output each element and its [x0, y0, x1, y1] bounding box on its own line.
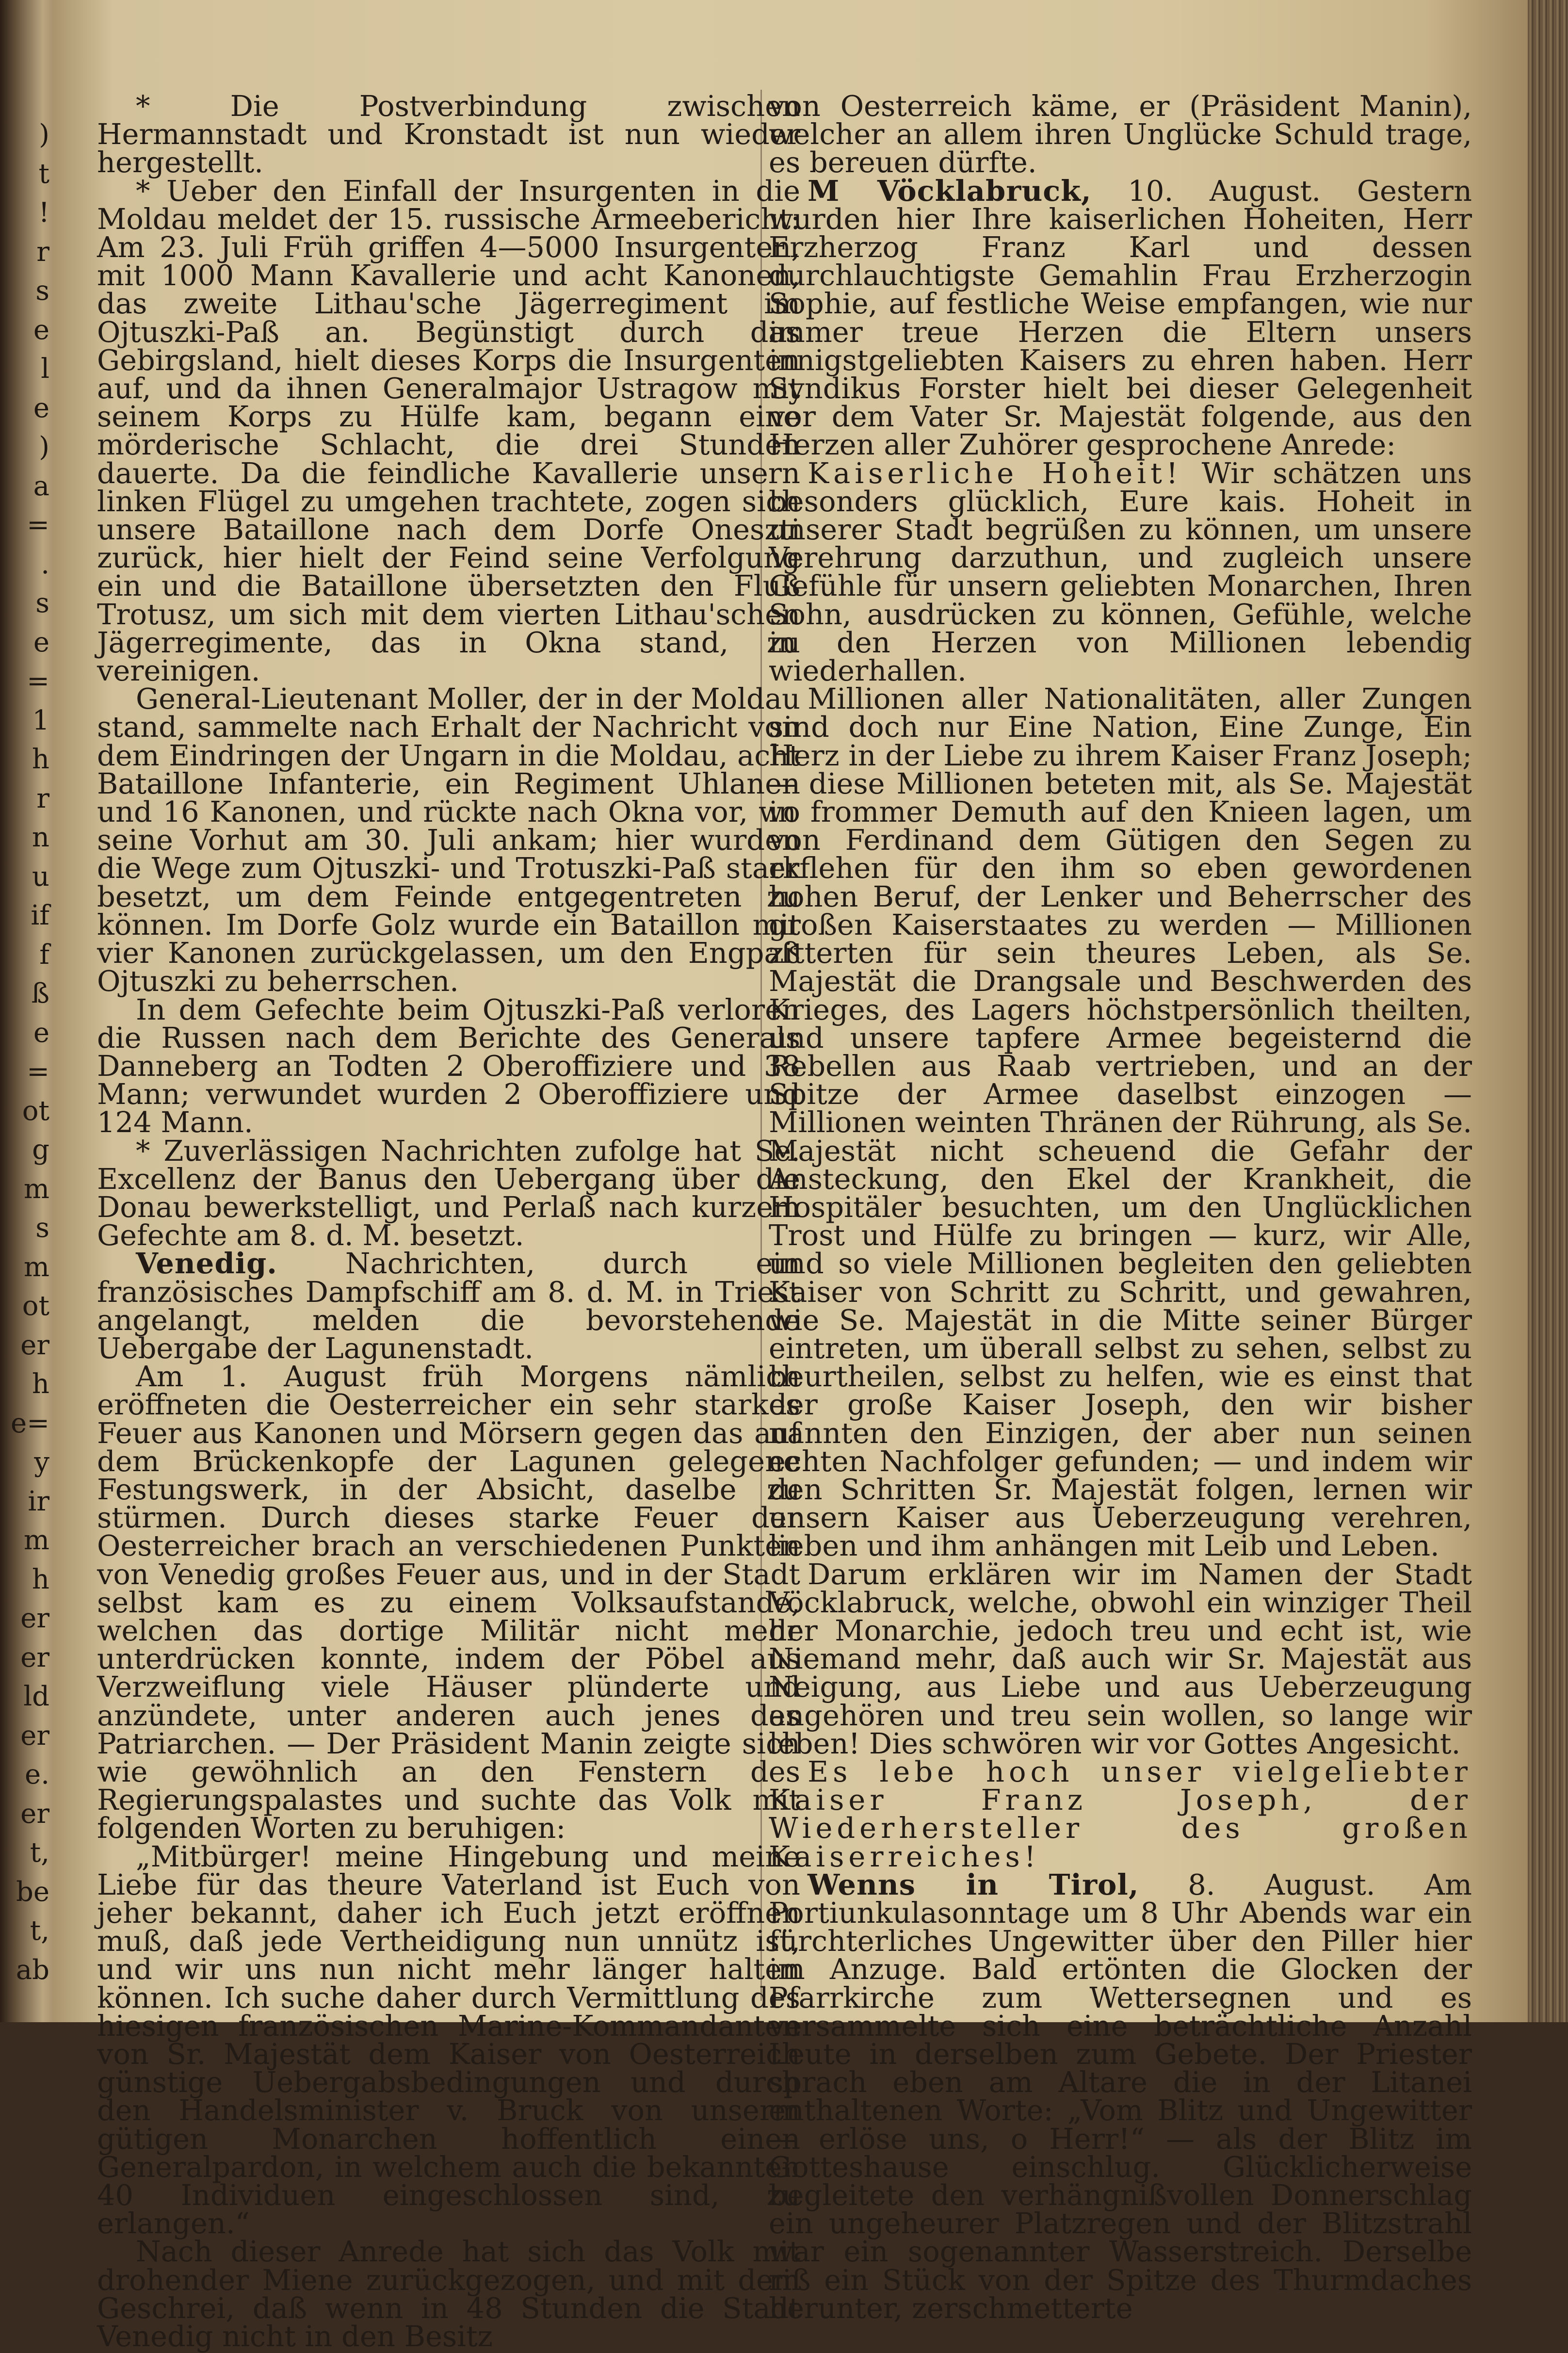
column-left	[97, 89, 800, 2353]
dateline-place: M Vöcklabruck,	[808, 174, 1092, 208]
gutter-fragment: m	[23, 1525, 49, 1556]
gutter-fragment: r	[36, 236, 49, 268]
dateline-place: Wenns in Tirol,	[808, 1867, 1139, 1901]
gutter-fragment: er	[20, 1720, 49, 1752]
gutter-fragment: )	[39, 119, 49, 150]
gutter-fragment: a	[33, 470, 49, 502]
gutter-fragment: ot	[22, 1095, 49, 1127]
gutter-fragment: er	[20, 1603, 49, 1634]
dateline-place: Venedig.	[136, 1247, 277, 1281]
paragraph-text: Millionen aller Nationalitäten, aller Zungen sind doch nur Eine Nation, Eine Zunge, Ein Herz in der Liebe zu ihrem Kaiser Franz Joseph; — diese Millionen beteten mit, als Se. Majestät in frommer Demuth auf den Knieen lagen, um von Ferdinand dem Gütigen den Segen zu erflehen für den ihm so eben gewordenen hohen Beruf, der Lenker und Beherrscher des großen Kaiserstaates zu werden — Millionen zitterten für sein theures Leben, als Se. Majestät die Drangsale und Beschwerden des Krieges, des Lagers höchstpersönlich theilten, und unsere tapfere Armee begeisternd die Rebellen aus Raab vertrieben, und an der Spitze der Armee daselbst einzogen — Millionen weinten Thränen der Rührung, als Se. Majestät nicht scheuend die Gefahr der Ansteckung, den Ekel der Krankheit, die Hospitäler besuchten, um den Unglücklichen Trost und Hülfe zu bringen — kurz, wir Alle, und so viele Millionen begleiten den geliebten Kaiser von Schritt zu Schritt, und gewahren, wie Se. Majestät in die Mitte seiner Bürger eintreten, um überall selbst zu sehen, selbst zu beurtheilen, selbst zu helfen, wie es einst that der große Kaiser Joseph, den wir bisher nannten den Einzigen, der aber nun seinen echten Nachfolger gefunden; — und indem wir den Schritten Sr. Majestät folgen, lernen wir unsern Kaiser aus Ueberzeugung verehren, lieben und ihm anhängen mit Leib und Leben.	[769, 682, 1472, 1563]
gutter-fragment: e	[33, 314, 49, 346]
paragraph-text: 10. August. Gestern wurden hier Ihre kaiserlichen Hoheiten, Herr Erzherzog Franz Karl und dessen durchlauchtigste Gemahlin Frau Erzherzogin Sophie, auf festliche Weise empfangen, wie nur immer treue Herzen die Eltern unsers innigstgeliebten Kaisers zu ehren haben. Herr Syndikus Forster hielt bei dieser Gelegenheit vor dem Vater Sr. Majestät folgende, aus den Herzen aller Zuhörer gesprochene Anrede:	[769, 174, 1472, 462]
paragraph-text: Nach dieser Anrede hat sich das Volk mit drohender Miene zurückgezogen, und mit dem Geschrei, daß wenn in 48 Stunden die Stadt Venedig nicht in den Besitz	[97, 2235, 800, 2353]
page-edge-stack	[1528, 0, 1568, 2022]
gutter-fragment: if	[31, 900, 49, 931]
gutter-fragment: =	[27, 509, 49, 541]
gutter-fragment: n	[32, 822, 49, 853]
gutter-fragment: f	[39, 939, 49, 971]
article-paragraph	[97, 89, 800, 179]
article-paragraph	[97, 992, 800, 1139]
gutter-fragment: er	[20, 1329, 49, 1361]
gutter-fragment: e	[33, 626, 49, 658]
gutter-fragment: ß	[31, 978, 49, 1009]
article-paragraph	[769, 456, 1472, 688]
paragraph-text: von Oesterreich käme, er (Präsident Manin), welcher an allem ihren Unglücke Schuld trage, es bereuen dürfte.	[769, 89, 1472, 179]
previous-page-margin	[0, 0, 53, 2022]
paragraph-text: * Die Postverbindung zwischen Hermannstadt und Kronstadt ist nun wieder hergestellt.	[97, 89, 800, 179]
article-paragraph	[97, 2235, 800, 2353]
article-paragraph	[769, 1754, 1472, 1873]
gutter-fragment: ld	[23, 1681, 49, 1712]
paragraph-text: Darum erklären wir im Namen der Stadt Vöcklabruck, welche, obwohl ein winziger Theil der Monarchie, jedoch treu und echt ist, wie Niemand mehr, daß auch wir Sr. Majestät aus Neigung, aus Liebe und aus Ueberzeugung angehören und treu sein wollen, so lange wir leben! Dies schwören wir vor Gottes Angesicht.	[769, 1557, 1472, 1760]
spaced-emphasis: Es lebe hoch unser vielgeliebter Kaiser Franz Joseph, der Wiederhersteller des großen Kaiserreiches!	[769, 1754, 1472, 1873]
gutter-fragment: t,	[30, 1915, 49, 1947]
article-paragraph	[97, 174, 800, 688]
paragraph-text: Wir schätzen uns besonders glücklich, Eure kais. Hoheit in unserer Stadt begrüßen zu können, um unsere Verehrung darzuthun, und zugleich unsere Gefühle für unsern geliebten Monarchen, Ihren Sohn, ausdrücken zu können, Gefühle, welche in den Herzen von Millionen lebendig wiederhallen.	[769, 456, 1472, 688]
paragraph-text: General-Lieutenant Moller, der in der Moldau stand, sammelte nach Erhalt der Nachricht von dem Eindringen der Ungarn in die Moldau, acht Bataillone Infanterie, ein Regiment Uhlanen und 16 Kanonen, und rückte nach Okna vor, wo seine Vorhut am 30. Juli ankam; hier wurden die Wege zum Ojtuszki- und Trotuszki-Paß stark besetzt, um dem Feinde entgegentreten zu können. Im Dorfe Golz wurde ein Bataillon mit vier Kanonen zurückgelassen, um den Engpaß Ojtuszki zu beherrschen.	[97, 682, 800, 998]
gutter-fragment: s	[35, 1212, 49, 1244]
gutter-fragment: m	[23, 1251, 49, 1283]
gutter-fragment: ir	[28, 1485, 49, 1517]
article-paragraph	[97, 1360, 800, 1845]
paragraph-text: Am 1. August früh Morgens nämlich eröffneten die Oesterreicher ein sehr starkes Feuer aus Kanonen und Mörsern gegen das auf dem Brückenkopfe der Lagunen gelegene Festungswerk, in der Absicht, daselbe zu stürmen. Durch dieses starke Feuer der Oesterreicher brach an verschiedenen Punkten von Venedig großes Feuer aus, und in der Stadt selbst kam es zu einem Volksaufstande, welchen das dortige Militär nicht mehr unterdrücken konnte, indem der Pöbel aus Verzweiflung viele Häuser plünderte und anzündete, unter anderen auch jenes des Patriarchen. — Der Präsident Manin zeigte sich wie gewöhnlich an den Fenstern des Regierungspalastes und suchte das Volk mit folgenden Worten zu beruhigen:	[97, 1360, 800, 1845]
gutter-fragment: 1	[32, 704, 49, 736]
gutter-fragment: e.	[25, 1759, 49, 1790]
gutter-fragment: e=	[10, 1407, 49, 1439]
article-paragraph	[769, 682, 1472, 1563]
gutter-fragment: !	[38, 197, 49, 228]
paragraph-text: * Zuverlässigen Nachrichten zufolge hat Se. Excellenz der Banus den Uebergang über die Donau bewerkstelligt, und Perlaß nach kurzem Gefechte am 8. d. M. besetzt.	[97, 1134, 800, 1252]
article-paragraph	[769, 89, 1472, 179]
article-paragraph	[769, 1557, 1472, 1760]
article-paragraph	[769, 174, 1472, 462]
gutter-fragment: er	[20, 1641, 49, 1673]
gutter-fragment: h	[32, 1563, 49, 1595]
gutter-fragment: s	[35, 275, 49, 307]
gutter-fragment: m	[23, 1173, 49, 1205]
gutter-fragment: =	[27, 1056, 49, 1087]
paragraph-text: „Mitbürger! meine Hingebung und meine Liebe für das theure Vaterland ist Euch von jeher bekannt, daher ich Euch jetzt eröffnen muß, daß jede Vertheidigung nun unnütz ist, und wir uns nun nicht mehr länger halten können. Ich suche daher durch Vermittlung des hiesigen französischen Marine-Kommandanten von Sr. Majestät dem Kaiser von Oesterreich günstige Uebergabsbedingungen und durch den Handelsminister v. Bruck von unserm gütigen Monarchen hoffentlich einen Generalpardon, in welchem auch die bekannten 40 Individuen eingeschlossen sind, zu erlangen.“	[97, 1839, 800, 2240]
article-paragraph	[97, 1839, 800, 2240]
gutter-fragment: r	[36, 782, 49, 814]
article-paragraph	[769, 1867, 1472, 2325]
gutter-fragment: s	[35, 587, 49, 619]
article-paragraph	[97, 682, 800, 998]
gutter-fragment: )	[39, 431, 49, 463]
gutter-fragment: h	[32, 1368, 49, 1400]
gutter-fragment: t,	[30, 1837, 49, 1868]
gutter-fragment: e	[33, 392, 49, 424]
gutter-fragment: be	[16, 1876, 49, 1908]
gutter-fragment: t	[38, 158, 49, 190]
article-paragraph	[97, 1247, 800, 1365]
spaced-emphasis: Kaiserliche Hoheit!	[808, 456, 1182, 490]
paragraph-text: In dem Gefechte beim Ojtuszki-Paß verloren die Russen nach dem Berichte des Generals Danneberg an Todten 2 Oberoffiziere und 38 Mann; verwundet wurden 2 Oberoffiziere und 124 Mann.	[97, 992, 800, 1139]
gutter-fragment: er	[20, 1798, 49, 1830]
gutter-fragment: l	[41, 353, 49, 385]
article-paragraph	[97, 1134, 800, 1252]
gutter-fragment: g	[32, 1134, 49, 1166]
gutter-fragment: h	[32, 744, 49, 775]
column-right	[769, 89, 1472, 2325]
gutter-fragment: ab	[16, 1954, 49, 1986]
gutter-fragment: =	[27, 665, 49, 697]
gutter-fragment: ot	[22, 1290, 49, 1322]
gutter-fragment: u	[32, 860, 49, 893]
gutter-fragment: y	[34, 1446, 49, 1478]
paragraph-text: * Ueber den Einfall der Insurgenten in die Moldau meldet der 15. russische Armeebericht: Am 23. Juli Früh griffen 4—5000 Insurgenten, mit 1000 Mann Kavallerie und acht Kanonen, das zweite Lithau'sche Jägerregiment im Ojtuszki-Paß an. Begünstigt durch das Gebirgsland, hielt dieses Korps die Insurgenten auf, und da ihnen Generalmajor Ustragow mit seinem Korps zu Hülfe kam, begann eine mörderische Schlacht, die drei Stunden dauerte. Da die feindliche Kavallerie unsern linken Flügel zu umgehen trachtete, zogen sich unsere Bataillone nach dem Dorfe Oneszti zurück, hier hielt der Feind seine Verfolgung ein und die Bataillone übersetzten den Fluß Trotusz, um sich mit dem vierten Lithau'schen Jägerregimente, das in Okna stand, zu vereinigen.	[97, 174, 800, 688]
gutter-fragment: e	[33, 1017, 49, 1049]
gutter-fragment: .	[41, 548, 49, 580]
paragraph-text: 8. August. Am Portiunkulasonntage um 8 Uhr Abends war ein fürchterliches Ungewitter über den Piller hier im Anzuge. Bald ertönten die Glocken der Pfarrkirche zum Wettersegnen und es versammelte sich eine beträchtliche Anzahl Leute in derselben zum Gebete. Der Priester sprach eben am Altare die in der Litanei enthaltenen Worte: „Vom Blitz und Ungewitter — erlöse uns, o Herr!“ — als der Blitz im Gotteshause einschlug. Glücklicherweise begleitete den verhängnißvollen Donnerschlag ein ungeheurer Platzregen und der Blitzstrahl war ein sogenannter Wasserstreich. Derselbe riß ein Stück von der Spitze des Thurmdaches herunter, zerschmetterte	[769, 1867, 1472, 2325]
paragraph-text: Nachrichten, durch ein französisches Dampfschiff am 8. d. M. in Triest angelangt, melden die bevorstehende Uebergabe der Lagunenstadt.	[97, 1247, 800, 1365]
